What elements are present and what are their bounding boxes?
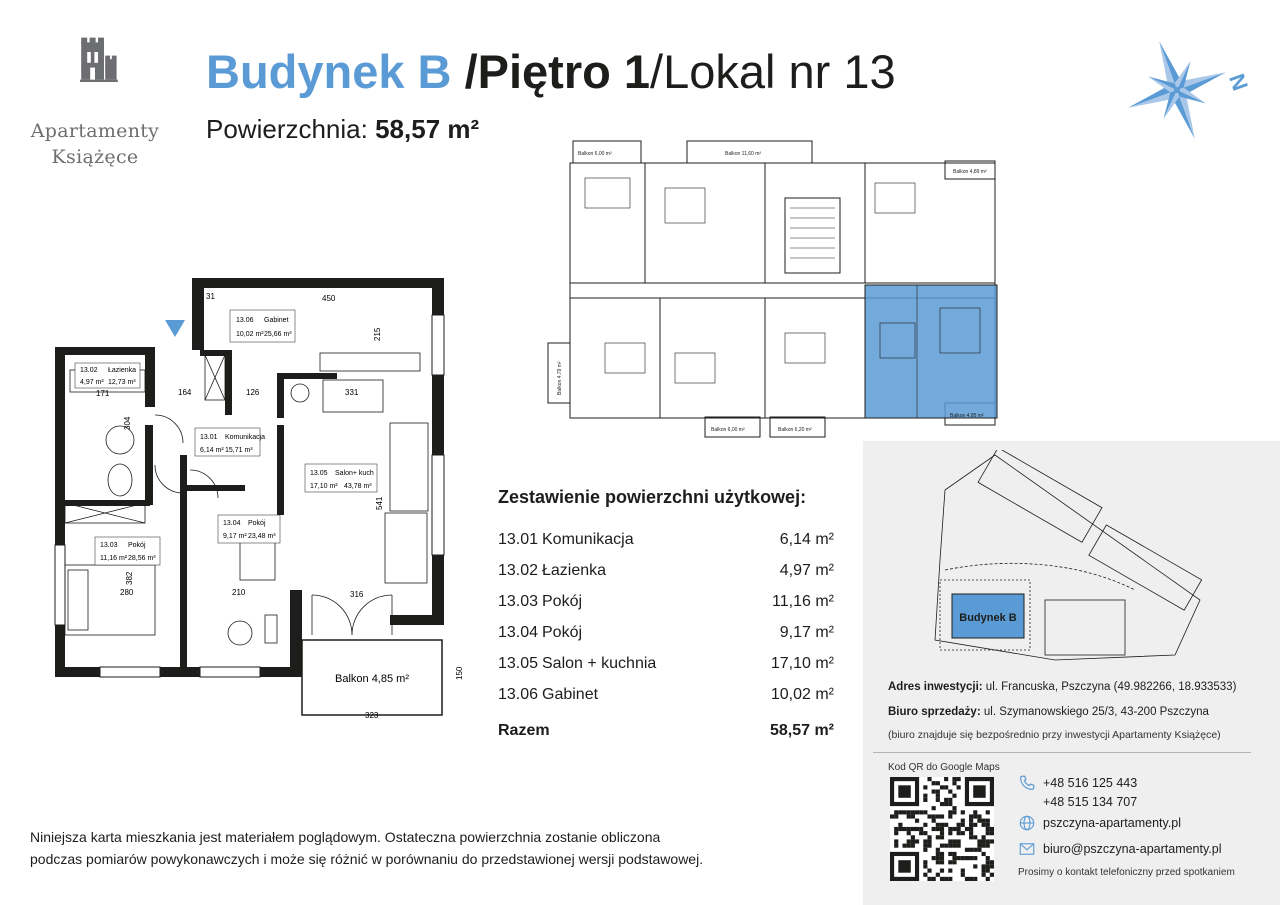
dimension-label: 210 xyxy=(232,588,246,597)
room-code: 13.04 xyxy=(498,623,539,641)
room-volume: 25,66 m³ xyxy=(264,331,292,338)
room-area: 6,14 m² xyxy=(779,530,834,548)
dimension-label: 126 xyxy=(246,388,260,397)
room-volume: 15,71 m³ xyxy=(225,447,253,454)
dimension-label: 382 xyxy=(125,571,134,585)
summary-row xyxy=(498,586,834,617)
qr-code[interactable] xyxy=(890,777,994,881)
room-code: 13.06 xyxy=(498,685,539,703)
disclaimer xyxy=(30,826,810,870)
total-label: Razem xyxy=(498,721,550,739)
summary-table xyxy=(498,524,834,746)
site-map xyxy=(895,450,1205,665)
disclaimer-line2: podczas pomiarów powykonawczych i może się różnić w porównaniu do przedstawionej wersji podstawowej. xyxy=(30,851,704,867)
compass-rose-icon xyxy=(1115,30,1265,145)
room-code: 13.04 xyxy=(223,520,241,527)
unit-area xyxy=(206,114,479,145)
room-code: 13.03 xyxy=(100,542,118,549)
room-code: 13.02 xyxy=(498,561,539,579)
site-building-label: Budynek B xyxy=(959,612,1017,624)
title-slash-2: / xyxy=(650,45,664,98)
area-value: 58,57 m² xyxy=(375,114,480,144)
balcony-label: Balkon 4,85 m² xyxy=(950,413,984,419)
balcony-label: Balkon 4,79 m² xyxy=(557,361,563,395)
page-title xyxy=(206,42,896,102)
room-name: Pokój xyxy=(248,520,266,527)
room-area: 11,16 m² xyxy=(100,555,128,562)
unit-name: Lokal nr 13 xyxy=(663,45,896,98)
room-name: Pokój xyxy=(542,592,583,610)
dimension-label: 323 xyxy=(365,711,379,720)
balcony-label: Balkon 11,60 m² xyxy=(725,151,762,157)
total-value: 58,57 m² xyxy=(769,721,834,739)
room-area: 10,02 m² xyxy=(236,331,264,338)
room-name: Salon+ kuch xyxy=(335,470,374,477)
qr-label: Kod QR do Google Maps xyxy=(888,762,1000,773)
room-name: Komunikacja xyxy=(225,434,266,441)
room-area: 6,14 m² xyxy=(200,447,224,454)
dimension-label: 304 xyxy=(123,416,132,430)
compass-north-label: N xyxy=(1224,70,1253,94)
room-volume: 23,48 m³ xyxy=(248,533,276,540)
disclaimer-line1: Niniejsza karta mieszkania jest materiałem poglądowym. Ostateczna powierzchnia zostanie obliczona xyxy=(30,829,661,845)
room-name: Gabinet xyxy=(264,317,289,324)
summary-row xyxy=(498,524,834,555)
dimension-label: 164 xyxy=(178,388,192,397)
phone-2[interactable]: +48 515 134 707 xyxy=(1043,795,1138,809)
balcony-label: Balkon 6,20 m² xyxy=(778,427,812,433)
dimension-label: 316 xyxy=(350,590,364,599)
phone-icon xyxy=(1018,774,1036,792)
balcony-label: Balkon 6,00 m² xyxy=(578,151,612,157)
room-area: 17,10 m² xyxy=(310,483,338,490)
room-code: 13.02 xyxy=(80,367,98,374)
dimension-label: 331 xyxy=(345,388,359,397)
office-line xyxy=(888,706,1209,718)
contact-footnote: Prosimy o kontakt telefoniczny przed spotkaniem xyxy=(1018,867,1235,878)
room-area: 17,10 m² xyxy=(770,654,834,672)
room-area: 10,02 m² xyxy=(770,685,834,703)
room-area: 4,97 m² xyxy=(80,379,104,386)
balcony-label: Balkon 4,85 m² xyxy=(335,673,409,685)
balcony-label: Balkon 4,89 m² xyxy=(953,169,987,175)
globe-icon xyxy=(1018,814,1036,832)
panel-divider xyxy=(873,752,1251,753)
address-line xyxy=(888,681,1236,693)
summary-title: Zestawienie powierzchni użytkowej: xyxy=(498,487,807,507)
logo-text-line2: Książęce xyxy=(51,146,139,168)
title-slash-1: / xyxy=(464,45,478,98)
floor-overview-plan xyxy=(545,133,1005,448)
room-area: 9,17 m² xyxy=(223,533,247,540)
room-volume: 12,73 m³ xyxy=(108,379,136,386)
room-code: 13.06 xyxy=(236,317,254,324)
building-name: Budynek B xyxy=(206,45,452,98)
office-note: (biuro znajduje się bezpośrednio przy inwestycji Apartamenty Książęce) xyxy=(888,729,1221,741)
room-area: 4,97 m² xyxy=(779,561,834,579)
email-link[interactable]: biuro@pszczyna-apartamenty.pl xyxy=(1043,842,1222,856)
website-link[interactable]: pszczyna-apartamenty.pl xyxy=(1043,816,1182,830)
apartment-floor-plan xyxy=(40,275,480,720)
room-name: Gabinet xyxy=(542,685,599,703)
phone-1[interactable]: +48 516 125 443 xyxy=(1043,776,1138,790)
room-code: 13.05 xyxy=(310,470,328,477)
mail-icon xyxy=(1018,840,1036,858)
room-code: 13.03 xyxy=(498,592,539,610)
room-name: Pokój xyxy=(542,623,583,641)
office-value: ul. Szymanowskiego 25/3, 43-200 Pszczyna xyxy=(983,706,1209,718)
balcony-label: Balkon 6,00 m² xyxy=(711,427,745,433)
dimension-label: 171 xyxy=(96,389,110,398)
dimension-label: 280 xyxy=(120,588,134,597)
floor-name: Piętro 1 xyxy=(477,45,651,98)
highlighted-unit xyxy=(865,285,997,418)
room-code: 13.01 xyxy=(498,530,539,548)
room-name: Salon + kuchnia xyxy=(542,654,657,672)
room-name: Komunikacja xyxy=(542,530,634,548)
summary-row xyxy=(498,679,834,710)
logo-text-line1: Apartamenty xyxy=(30,120,160,142)
address-label: Adres inwestycji: xyxy=(888,681,983,693)
summary-row xyxy=(498,648,834,679)
room-name: Łazienka xyxy=(108,367,137,374)
address-value: ul. Francuska, Pszczyna (49.982266, 18.933533) xyxy=(985,681,1237,693)
summary-row xyxy=(498,555,834,586)
dimension-label: 150 xyxy=(455,666,464,680)
entrance-marker xyxy=(165,320,185,337)
room-area: 9,17 m² xyxy=(779,623,834,641)
room-code: 13.01 xyxy=(200,434,218,441)
dimension-label: 215 xyxy=(373,327,382,341)
castle-tower-icon xyxy=(28,28,168,118)
dimension-label: 31 xyxy=(206,292,215,301)
room-volume: 43,78 m³ xyxy=(344,483,372,490)
room-area: 11,16 m² xyxy=(772,592,834,610)
summary-total-row xyxy=(498,715,834,746)
dimension-label: 450 xyxy=(322,294,336,303)
dimension-label: 541 xyxy=(375,496,384,510)
room-name: Pokój xyxy=(128,542,146,549)
summary-row xyxy=(498,617,834,648)
office-label: Biuro sprzedaży: xyxy=(888,706,981,718)
room-code: 13.05 xyxy=(498,654,539,672)
room-volume: 28,56 m³ xyxy=(128,555,156,562)
room-name: Łazienka xyxy=(542,561,607,579)
area-label: Powierzchnia: xyxy=(206,114,368,144)
